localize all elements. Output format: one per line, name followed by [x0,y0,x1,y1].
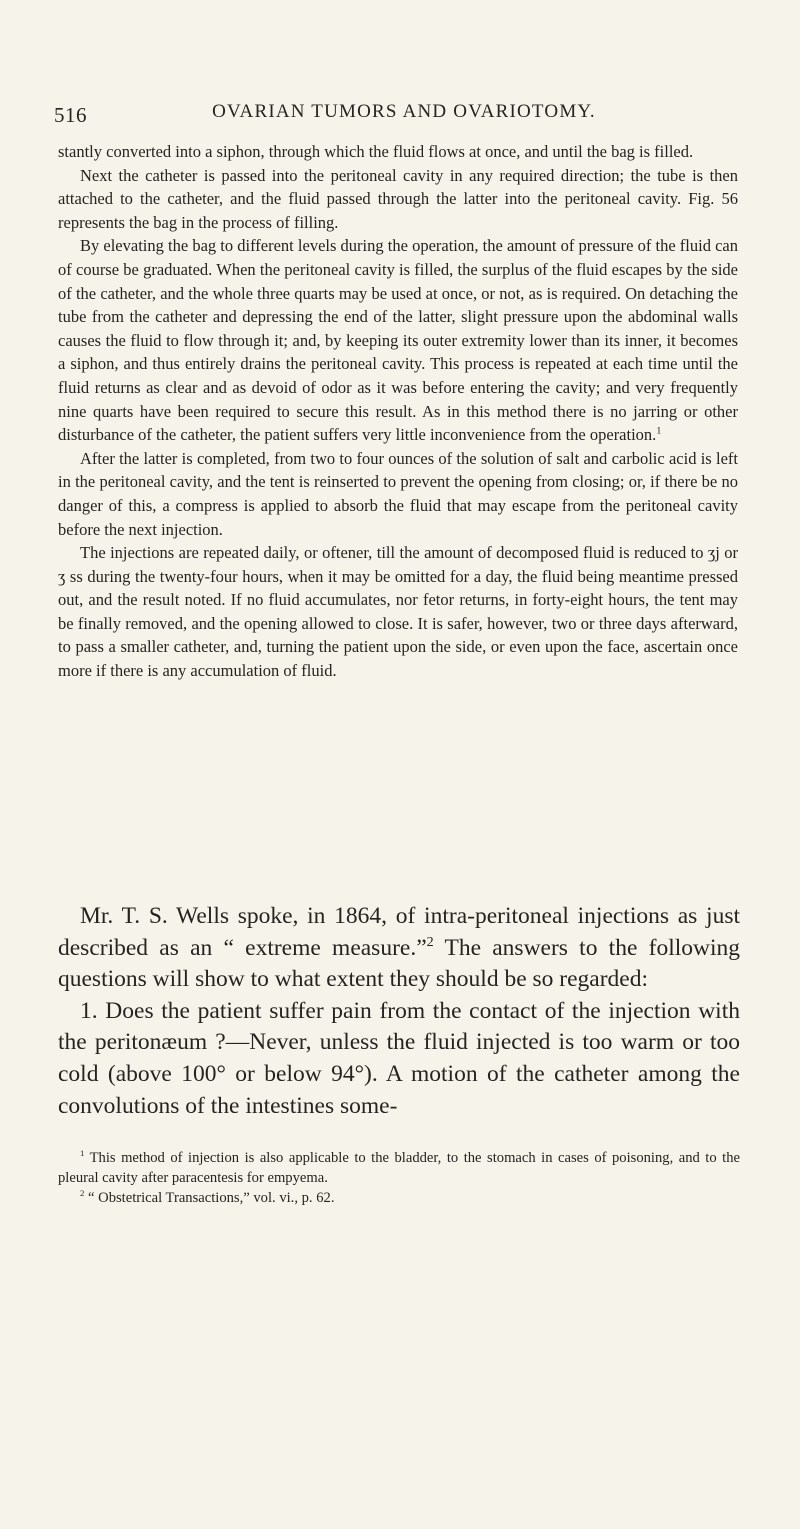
footnote-2-text: “ Obstetrical Transactions,” vol. vi., p. 62. [84,1189,335,1206]
footnote-ref-1: 1 [656,425,662,437]
footnote-2 [58,1189,740,1209]
paragraph-question-1: 1. Does the patient suffer pain from the contact of the injection with the peritonæum ?—Never, unless the fluid injected is too warm or too cold (above 100° or below 94°). A motion of the catheter among the convolutions of the intestines some- [58,997,740,1119]
paragraph-pressure [58,234,738,446]
paragraph-injections-repeated: The injections are repeated daily, or oftener, till the amount of decomposed fluid is reduced to ʒj or ʒ ss during the twenty-four hours, when it may be omitted for a day, the fluid being meantime pressed out, and the result noted. If no fluid accumulates, nor fetor returns, in forty-eight hours, the tent may be finally removed, and the opening allowed to close. It is safer, however, two or three days afterward, to pass a smaller catheter, and, turning the patient upon the side, or even upon the face, ascertain once more if there is any accumulation of fluid. [58,543,738,681]
paragraph-wells [58,901,740,996]
paragraph-continuation: stantly converted into a siphon, through which the fluid flows at once, and until the bag is filled. [58,142,694,161]
footnote-mark-1: 1 [80,1148,85,1159]
paragraph-pressure-text: By elevating the bag to different levels during the operation, the amount of pressure of the fluid can of course be graduated. When the peritoneal cavity is filled, the surplus of the fluid escapes by the side of the catheter, and the whole three quarts may be used at once, or not, as is required. On detaching the tube from the catheter and depressing the end of the latter, slight pressure upon the abdominal walls causes the fluid to flow through it; and, by keeping its outer extremity lower than its inner, it becomes a siphon, and thus entirely drains the peritoneal cavity. This process is repeated at each time until the fluid returns as clear and as devoid of odor as it was before entering the cavity; and very frequently nine quarts have been required to secure this result. As in this method there is no jarring or other disturbance of the catheter, the patient suffers very little inconvenience from the operation. [58,236,738,445]
body-text-large [58,901,740,1122]
page-number: 516 [54,103,87,127]
footnotes [58,1149,740,1208]
running-head: OVARIAN TUMORS AND OVARIOTOMY. [212,101,596,122]
paragraph-after-completion: After the latter is completed, from two to four ounces of the solution of salt and carbolic acid is left in the peritoneal cavity, and the tent is reinserted to prevent the opening from closing; or, if there be no danger of this, a compress is applied to absorb the fluid that may escape from the peritoneal cavity before the next injection. [58,448,738,539]
footnote-ref-2: 2 [426,933,434,950]
footnote-mark-2: 2 [80,1187,85,1198]
body-text-small [58,140,738,683]
paragraph-wells-text-continued: The answers to the following questions will show to what extent they should be so regarded: [58,934,741,993]
page-header [54,99,754,133]
footnote-1-text: This method of injection is also applicable to the bladder, to the stomach in cases of poisoning, and to the pleural cavity after paracentesis for empyema. [58,1150,740,1186]
footnote-1 [58,1149,740,1189]
paragraph-catheter: Next the catheter is passed into the peritoneal cavity in any required direction; the tube is then attached to the catheter, and the fluid passed through the latter into the peritoneal cavity. Fig. 56 represents the bag in the process of filling. [58,165,738,232]
paragraph-wells-text: Mr. T. S. Wells spoke, in 1864, of intra-peritoneal injections as just described as an “ extreme measure.” [58,903,740,961]
